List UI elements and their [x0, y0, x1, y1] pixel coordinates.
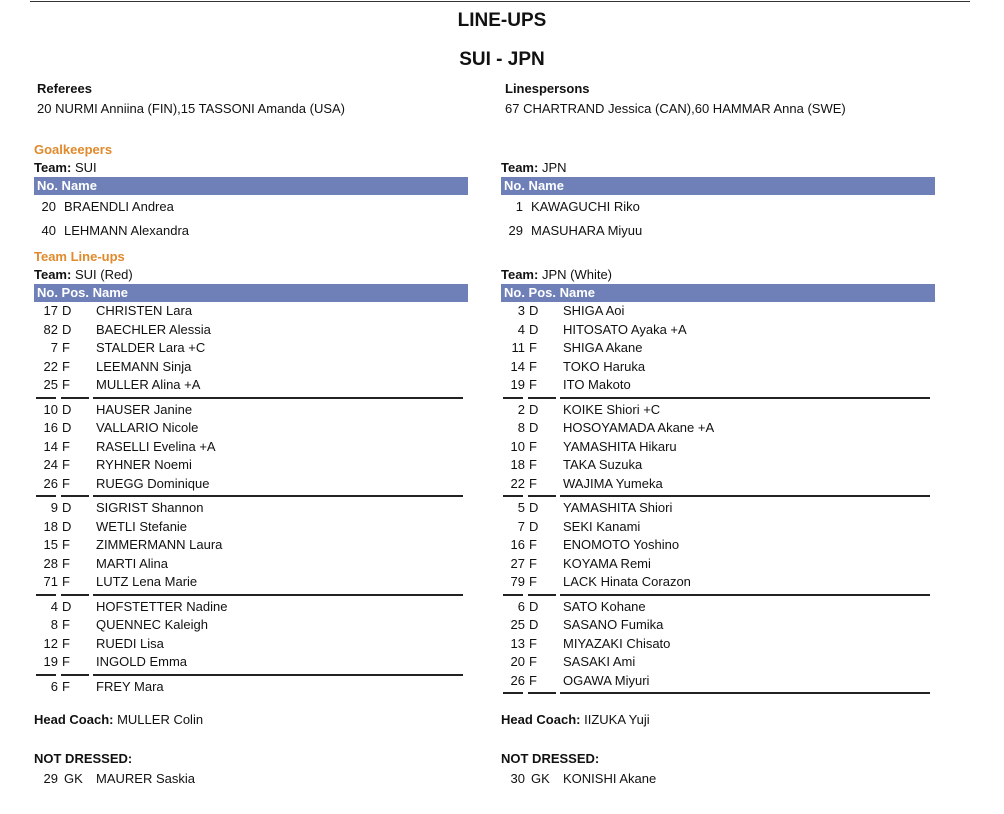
line-separator	[501, 690, 935, 696]
player-number: 17	[43, 303, 58, 318]
player-name: LUTZ Lena Marie	[96, 574, 198, 589]
player-row	[501, 616, 935, 635]
player-row	[34, 653, 468, 672]
separator-segment	[560, 692, 930, 694]
player-name: ENOMOTO Yoshino	[563, 537, 680, 552]
lineup-team-line	[34, 266, 468, 284]
player-row	[501, 321, 935, 340]
player-number: 82	[43, 321, 58, 337]
player-position: F	[529, 358, 537, 374]
player-row	[501, 653, 935, 672]
player-row	[501, 438, 935, 457]
player-row	[501, 475, 935, 494]
separator-segment	[61, 495, 89, 497]
team-column-jpn	[501, 141, 935, 786]
player-number: 7	[517, 518, 525, 534]
goalkeeper-row	[34, 195, 468, 219]
team-label: Team:	[501, 267, 539, 282]
goalkeeper-row	[34, 219, 468, 243]
player-position: D	[62, 500, 72, 515]
player-name: KOYAMA Remi	[563, 555, 651, 571]
player-name: TOKO Haruka	[563, 358, 646, 374]
player-position: D	[62, 401, 72, 417]
not-dressed-label: NOT DRESSED:	[501, 751, 600, 766]
player-name: FREY Mara	[96, 678, 164, 694]
player-number: 19	[43, 654, 58, 669]
player-row	[34, 678, 468, 697]
player-position: F	[529, 555, 537, 571]
player-name: BAECHLER Alessia	[96, 321, 211, 337]
separator-segment	[36, 674, 56, 676]
player-row	[501, 339, 935, 358]
player-number: 18	[510, 457, 525, 472]
player-number: 22	[43, 358, 58, 374]
player-position: F	[529, 475, 537, 491]
player-number: 4	[517, 321, 525, 337]
separator-segment	[503, 692, 523, 694]
player-number: 20	[510, 654, 525, 669]
player-row	[34, 475, 468, 494]
player-position: F	[529, 574, 537, 589]
player-row	[501, 456, 935, 475]
player-name: LEEMANN Sinja	[96, 358, 192, 374]
player-number: 13	[510, 635, 525, 651]
player-row	[34, 339, 468, 358]
separator-segment	[93, 495, 463, 497]
player-name: HAUSER Janine	[96, 401, 193, 417]
player-position: F	[62, 475, 70, 491]
player-row	[501, 376, 935, 395]
head-coach-name: IIZUKA Yuji	[584, 712, 650, 727]
separator-segment	[503, 594, 523, 596]
gk-number: 40	[41, 223, 56, 238]
gk-name: KAWAGUCHI Riko	[531, 199, 640, 214]
player-name: CHRISTEN Lara	[96, 303, 193, 318]
player-position: F	[62, 678, 70, 694]
gk-table-header: No. Name	[34, 177, 468, 195]
gk-name: LEHMANN Alexandra	[64, 223, 189, 238]
player-name: VALLARIO Nicole	[96, 420, 199, 435]
separator-segment	[503, 495, 523, 497]
player-position: F	[529, 438, 537, 454]
separator-segment	[61, 594, 89, 596]
goalkeeper-row	[501, 195, 935, 219]
player-name: OGAWA Miyuri	[563, 672, 650, 688]
player-name: MIYAZAKI Chisato	[563, 635, 671, 651]
player-row	[501, 518, 935, 537]
player-name: WETLI Stefanie	[96, 518, 188, 534]
head-coach-name: MULLER Colin	[117, 712, 204, 727]
player-number: 16	[43, 420, 58, 435]
player-name: RYHNER Noemi	[96, 457, 192, 472]
player-position: D	[62, 321, 72, 337]
separator-segment	[503, 397, 523, 399]
player-position: F	[62, 358, 70, 374]
not-dressed-name: KONISHI Akane	[563, 771, 657, 786]
lineup-team-value: SUI (Red)	[74, 267, 133, 282]
player-number: 71	[43, 574, 58, 589]
player-position: D	[529, 617, 539, 632]
player-number: 25	[510, 617, 525, 632]
player-number: 28	[43, 555, 58, 571]
gk-number: 29	[508, 223, 523, 238]
not-dressed-name: MAURER Saskia	[96, 771, 195, 786]
gk-number: 1	[515, 199, 523, 214]
gk-team-value: JPN	[541, 160, 567, 175]
lineup-table-header: No. Pos. Name	[501, 284, 935, 302]
player-number: 7	[50, 340, 58, 355]
head-coach-line	[501, 710, 650, 730]
player-number: 8	[50, 617, 58, 632]
player-number: 15	[43, 537, 58, 552]
not-dressed-position: GK	[64, 771, 83, 786]
player-row	[34, 499, 468, 518]
player-row	[501, 358, 935, 377]
player-row	[34, 321, 468, 340]
top-rule	[30, 1, 970, 2]
separator-segment	[560, 495, 930, 497]
goalkeepers-section-label: Goalkeepers	[34, 142, 113, 157]
player-position: F	[529, 340, 537, 355]
player-number: 10	[510, 438, 525, 454]
player-number: 25	[43, 377, 58, 392]
player-position: F	[62, 537, 70, 552]
linespersons-value: 67 CHARTRAND Jessica (CAN),60 HAMMAR Anna (SWE)	[505, 101, 846, 116]
player-number: 79	[510, 574, 525, 589]
player-position: F	[529, 635, 537, 651]
gk-team-line	[34, 159, 468, 177]
player-position: D	[62, 303, 72, 318]
player-number: 26	[43, 475, 58, 491]
player-number: 8	[517, 420, 525, 435]
player-row	[501, 635, 935, 654]
not-dressed-number: 30	[510, 771, 525, 786]
player-name: SATO Kohane	[563, 598, 646, 614]
player-number: 19	[510, 377, 525, 392]
player-number: 11	[511, 340, 525, 355]
player-row	[501, 302, 935, 321]
gk-table-header: No. Name	[501, 177, 935, 195]
player-position: F	[62, 617, 70, 632]
lineup-team-line	[501, 266, 935, 284]
player-name: SIGRIST Shannon	[96, 500, 204, 515]
player-number: 9	[50, 500, 58, 515]
referees-label: Referees	[37, 81, 92, 96]
player-position: F	[62, 635, 70, 651]
separator-segment	[36, 495, 56, 497]
team-label: Team:	[34, 160, 72, 175]
player-number: 26	[510, 672, 525, 688]
separator-segment	[36, 594, 56, 596]
player-name: HOSOYAMADA Akane +A	[563, 420, 715, 435]
player-position: D	[529, 420, 539, 435]
player-row	[34, 302, 468, 321]
player-row	[501, 573, 935, 592]
player-row	[34, 635, 468, 654]
separator-segment	[61, 674, 89, 676]
player-row	[34, 616, 468, 635]
player-position: D	[529, 303, 539, 318]
separator-segment	[528, 397, 556, 399]
match-title: SUI - JPN	[459, 49, 545, 70]
player-name: SHIGA Akane	[563, 340, 643, 355]
gk-team-line	[501, 159, 935, 177]
not-dressed-position: GK	[531, 771, 550, 786]
player-name: ITO Makoto	[563, 377, 631, 392]
player-row	[34, 573, 468, 592]
linespersons-label: Linespersons	[505, 81, 590, 96]
player-number: 16	[510, 537, 525, 552]
player-position: F	[529, 377, 537, 392]
player-name: MARTI Alina	[96, 555, 169, 571]
player-name: KOIKE Shiori +C	[563, 401, 661, 417]
player-number: 4	[50, 598, 58, 614]
player-name: TAKA Suzuka	[563, 457, 643, 472]
player-number: 27	[510, 555, 525, 571]
player-row	[34, 438, 468, 457]
player-name: RASELLI Evelina +A	[96, 438, 216, 454]
head-coach-line	[34, 710, 203, 730]
player-number: 6	[50, 678, 58, 694]
player-number: 5	[517, 500, 525, 515]
separator-segment	[36, 397, 56, 399]
player-row	[501, 419, 935, 438]
player-name: MULLER Alina +A	[96, 377, 201, 392]
player-position: F	[529, 654, 537, 669]
gk-number: 20	[41, 199, 56, 214]
player-number: 14	[510, 358, 525, 374]
separator-segment	[528, 692, 556, 694]
gk-name: BRAENDLI Andrea	[64, 199, 174, 214]
not-dressed-row	[34, 769, 464, 789]
player-row	[34, 456, 468, 475]
gk-name: MASUHARA Miyuu	[531, 223, 643, 238]
player-row	[501, 499, 935, 518]
not-dressed-row	[501, 769, 931, 789]
player-name: ZIMMERMANN Laura	[96, 537, 223, 552]
player-row	[34, 555, 468, 574]
player-number: 22	[510, 475, 525, 491]
player-row	[34, 518, 468, 537]
player-name: LACK Hinata Corazon	[563, 574, 691, 589]
player-name: RUEDI Lisa	[96, 635, 164, 651]
player-name: YAMASHITA Shiori	[563, 500, 673, 515]
player-position: D	[62, 518, 72, 534]
player-name: STALDER Lara +C	[96, 340, 206, 355]
player-position: F	[529, 537, 537, 552]
head-coach-label: Head Coach:	[501, 712, 581, 727]
separator-segment	[61, 397, 89, 399]
goalkeeper-row	[501, 219, 935, 243]
player-position: D	[62, 420, 72, 435]
not-dressed-number: 29	[43, 771, 58, 786]
team-lineups-section-label: Team Line-ups	[34, 249, 125, 264]
player-row	[34, 401, 468, 420]
team-label: Team:	[34, 267, 72, 282]
player-row	[501, 536, 935, 555]
player-row	[34, 358, 468, 377]
player-number: 24	[43, 457, 58, 472]
player-row	[34, 419, 468, 438]
linespersons-block	[505, 79, 939, 119]
page-title: LINE-UPS	[457, 10, 547, 31]
head-coach-label: Head Coach:	[34, 712, 114, 727]
player-position: D	[529, 518, 539, 534]
player-name: RUEGG Dominique	[96, 475, 210, 491]
team-label: Team:	[501, 160, 539, 175]
player-name: QUENNEC Kaleigh	[96, 617, 208, 632]
player-number: 6	[517, 598, 525, 614]
player-row	[34, 598, 468, 617]
referees-value: 20 NURMI Anniina (FIN),15 TASSONI Amanda (USA)	[37, 101, 346, 116]
separator-segment	[528, 495, 556, 497]
gk-team-value: SUI	[74, 160, 97, 175]
player-position: F	[62, 654, 70, 669]
player-position: D	[529, 598, 539, 614]
player-name: WAJIMA Yumeka	[563, 475, 663, 491]
player-row	[34, 376, 468, 395]
separator-segment	[560, 397, 930, 399]
separator-segment	[93, 397, 463, 399]
player-name: INGOLD Emma	[96, 654, 188, 669]
player-position: D	[529, 500, 539, 515]
player-position: D	[529, 321, 539, 337]
player-position: D	[62, 598, 72, 614]
player-row	[34, 536, 468, 555]
player-name: SASANO Fumika	[563, 617, 664, 632]
player-position: F	[62, 457, 70, 472]
lineup-table-header: No. Pos. Name	[34, 284, 468, 302]
player-row	[501, 401, 935, 420]
separator-segment	[528, 594, 556, 596]
player-position: F	[62, 555, 70, 571]
player-name: HITOSATO Ayaka +A	[563, 321, 687, 337]
referees-block	[37, 79, 471, 119]
player-row	[501, 672, 935, 691]
player-position: F	[62, 438, 70, 454]
player-row	[501, 598, 935, 617]
separator-segment	[93, 594, 463, 596]
player-position: F	[529, 672, 537, 688]
player-position: F	[62, 377, 70, 392]
separator-segment	[560, 594, 930, 596]
player-number: 12	[43, 635, 58, 651]
player-number: 10	[43, 401, 58, 417]
player-name: HOFSTETTER Nadine	[96, 598, 228, 614]
separator-segment	[93, 674, 463, 676]
player-number: 3	[517, 303, 525, 318]
player-number: 14	[43, 438, 58, 454]
player-position: F	[62, 340, 70, 355]
player-row	[501, 555, 935, 574]
player-number: 18	[43, 518, 58, 534]
lineup-team-value: JPN (White)	[541, 267, 613, 282]
player-name: SASAKI Ami	[563, 654, 636, 669]
player-name: YAMASHITA Hikaru	[563, 438, 677, 454]
team-column-sui	[34, 141, 468, 786]
not-dressed-label: NOT DRESSED:	[34, 751, 133, 766]
player-position: F	[62, 574, 70, 589]
player-name: SEKI Kanami	[563, 518, 641, 534]
player-position: D	[529, 401, 539, 417]
player-number: 2	[517, 401, 525, 417]
player-name: SHIGA Aoi	[563, 303, 625, 318]
player-position: F	[529, 457, 537, 472]
